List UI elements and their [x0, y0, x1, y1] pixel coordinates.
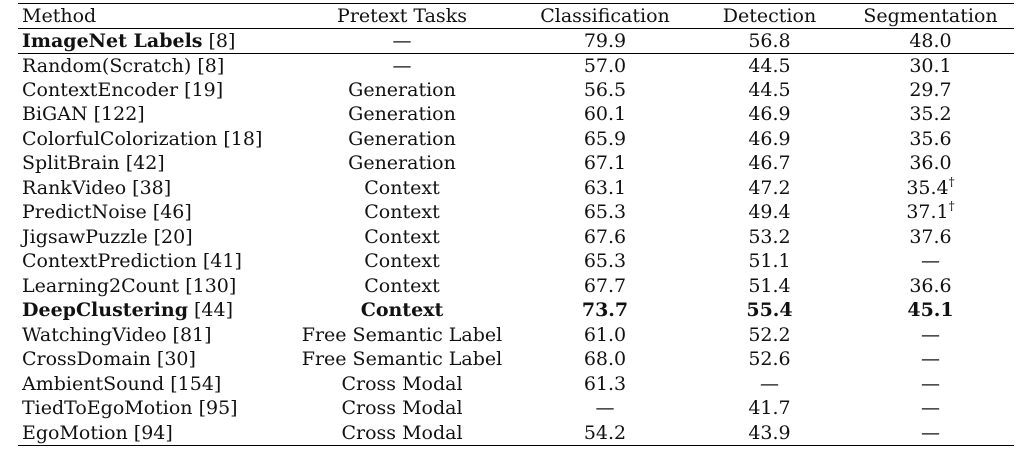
pretext-cell: Cross Modal [341, 372, 463, 395]
segmentation-cell [847, 396, 1014, 421]
method-cell [18, 102, 286, 127]
classification-cell: 73.7 [581, 299, 629, 322]
detection-cell: 44.5 [748, 78, 791, 101]
detection-cell: — [760, 372, 779, 395]
method-name: BiGAN [22, 103, 88, 126]
method-ref: [30] [150, 348, 196, 371]
header-pretext-tasks: Pretext Tasks [337, 5, 467, 27]
segmentation-value: — [921, 323, 940, 346]
pretext-cell: Context [364, 225, 440, 248]
classification-cell: — [595, 397, 615, 420]
results-table-container [18, 3, 1014, 446]
detection-cell: 46.7 [748, 152, 791, 175]
table-row [18, 151, 1014, 176]
segmentation-value: 29.7 [909, 78, 952, 101]
segmentation-mark: † [948, 199, 955, 214]
detection-cell: 53.2 [748, 225, 791, 248]
segmentation-cell [847, 347, 1014, 372]
table-row [18, 396, 1014, 421]
pretext-cell: — [392, 29, 412, 52]
segmentation-cell [847, 78, 1014, 103]
table-row [18, 127, 1014, 152]
results-table [18, 3, 1014, 446]
table-row [18, 176, 1014, 201]
method-ref: [95] [192, 397, 238, 420]
method-ref: [18] [217, 127, 263, 150]
table-row [18, 298, 1014, 323]
classification-cell: 54.2 [583, 421, 627, 444]
method-cell [18, 249, 286, 274]
method-cell [18, 396, 286, 421]
table-row [18, 372, 1014, 397]
segmentation-cell [847, 53, 1014, 78]
method-cell [18, 200, 286, 225]
segmentation-cell [847, 151, 1014, 176]
segmentation-value: — [921, 348, 940, 371]
segmentation-cell [847, 176, 1014, 201]
classification-cell: 61.3 [583, 372, 627, 395]
header-row [18, 4, 1014, 29]
classification-cell: 67.7 [583, 274, 627, 297]
method-ref: [44] [187, 299, 234, 322]
pretext-cell: Context [364, 201, 440, 224]
pretext-cell: Context [364, 274, 440, 297]
table-row [18, 78, 1014, 103]
pretext-cell: — [392, 54, 412, 77]
detection-cell: 49.4 [748, 201, 791, 224]
pretext-cell: Generation [348, 152, 456, 175]
method-cell [18, 78, 286, 103]
segmentation-cell [847, 29, 1014, 54]
table-header [18, 4, 1014, 29]
classification-cell: 60.1 [583, 103, 627, 126]
method-name: PredictNoise [22, 201, 147, 224]
segmentation-value: — [921, 421, 940, 444]
method-ref: [154] [164, 372, 222, 395]
pretext-cell: Cross Modal [341, 397, 463, 420]
method-cell [18, 323, 286, 348]
pretext-cell: Cross Modal [341, 421, 463, 444]
method-name: AmbientSound [22, 372, 165, 395]
method-name: TiedToEgoMotion [22, 397, 193, 420]
method-cell [18, 225, 286, 250]
segmentation-value: 35.2 [909, 103, 952, 126]
table-row [18, 421, 1014, 446]
method-ref: [94] [127, 421, 173, 444]
header-detection: Detection [722, 5, 817, 27]
table-row [18, 29, 1014, 54]
method-cell [18, 347, 286, 372]
segmentation-cell [847, 298, 1014, 323]
header-method: Method [22, 5, 97, 27]
method-ref: [81] [166, 323, 212, 346]
detection-cell: 47.2 [748, 176, 791, 199]
method-cell [18, 53, 286, 78]
method-ref: [20] [147, 225, 193, 248]
detection-cell: 51.1 [748, 250, 791, 273]
classification-cell: 79.9 [583, 29, 627, 52]
method-name: ImageNet Labels [22, 29, 203, 52]
method-name: DeepClustering [22, 299, 188, 322]
table-row [18, 200, 1014, 225]
segmentation-value: 48.0 [909, 29, 952, 52]
segmentation-cell [847, 274, 1014, 299]
method-name: SplitBrain [22, 152, 120, 175]
segmentation-cell [847, 225, 1014, 250]
method-name: RankVideo [22, 176, 127, 199]
method-ref: [19] [178, 78, 224, 101]
classification-cell: 67.1 [583, 152, 627, 175]
header-classification: Classification [540, 5, 670, 27]
table-body [18, 29, 1014, 446]
detection-cell: 46.9 [748, 103, 791, 126]
classification-cell: 65.3 [583, 250, 627, 273]
segmentation-cell [847, 323, 1014, 348]
segmentation-value: 36.0 [909, 152, 952, 175]
segmentation-cell [847, 102, 1014, 127]
method-ref: [130] [179, 274, 237, 297]
method-cell [18, 176, 286, 201]
method-ref: [8] [202, 29, 236, 52]
method-ref: [41] [196, 250, 242, 273]
detection-cell: 51.4 [748, 274, 791, 297]
detection-cell: 44.5 [748, 54, 791, 77]
method-name: CrossDomain [22, 348, 151, 371]
detection-cell: 43.9 [748, 421, 791, 444]
pretext-cell: Generation [348, 103, 456, 126]
method-name: ContextEncoder [22, 78, 179, 101]
detection-cell: 52.2 [748, 323, 791, 346]
header-segmentation: Segmentation [863, 5, 998, 27]
pretext-cell: Free Semantic Label [301, 323, 503, 346]
segmentation-value: 37.6 [909, 225, 952, 248]
segmentation-cell [847, 127, 1014, 152]
method-cell [18, 274, 286, 299]
method-name: WatchingVideo [22, 323, 167, 346]
method-cell [18, 151, 286, 176]
detection-cell: 52.6 [748, 348, 791, 371]
method-cell [18, 372, 286, 397]
segmentation-value: 35.6 [909, 127, 952, 150]
pretext-cell: Context [364, 176, 440, 199]
classification-cell: 65.9 [583, 127, 627, 150]
method-cell [18, 298, 286, 323]
method-name: Random(Scratch) [22, 54, 192, 77]
classification-cell: 68.0 [583, 348, 627, 371]
method-cell [18, 29, 286, 54]
segmentation-value: — [921, 250, 940, 273]
pretext-cell: Context [364, 250, 440, 273]
table-row [18, 249, 1014, 274]
segmentation-cell [847, 200, 1014, 225]
pretext-cell: Context [360, 299, 444, 322]
table-row [18, 53, 1014, 78]
segmentation-cell [847, 249, 1014, 274]
classification-cell: 56.5 [583, 78, 627, 101]
method-ref: [42] [119, 152, 165, 175]
segmentation-mark: † [948, 174, 955, 189]
method-name: Learning2Count [22, 274, 180, 297]
table-row [18, 347, 1014, 372]
detection-cell: 56.8 [748, 29, 791, 52]
classification-cell: 63.1 [583, 176, 627, 199]
pretext-cell: Generation [348, 78, 456, 101]
detection-cell: 41.7 [748, 397, 791, 420]
pretext-cell: Generation [348, 127, 456, 150]
segmentation-value: 35.4 [906, 176, 949, 199]
method-ref: [122] [87, 103, 145, 126]
detection-cell: 55.4 [746, 299, 793, 322]
table-row [18, 102, 1014, 127]
table-row [18, 225, 1014, 250]
method-name: ColorfulColorization [22, 127, 218, 150]
method-name: JigsawPuzzle [22, 225, 148, 248]
segmentation-cell [847, 421, 1014, 446]
table-row [18, 274, 1014, 299]
segmentation-value: — [921, 372, 940, 395]
segmentation-value: 30.1 [909, 54, 952, 77]
classification-cell: 67.6 [583, 225, 627, 248]
classification-cell: 61.0 [583, 323, 627, 346]
pretext-cell: Free Semantic Label [301, 348, 503, 371]
segmentation-cell [847, 372, 1014, 397]
method-name: EgoMotion [22, 421, 128, 444]
table-row [18, 323, 1014, 348]
method-name: ContextPrediction [22, 250, 197, 273]
method-ref: [38] [126, 176, 172, 199]
method-cell [18, 127, 286, 152]
method-ref: [8] [191, 54, 225, 77]
classification-cell: 65.3 [583, 201, 627, 224]
method-cell [18, 421, 286, 446]
segmentation-value: 37.1 [906, 201, 949, 224]
classification-cell: 57.0 [583, 54, 627, 77]
detection-cell: 46.9 [748, 127, 791, 150]
segmentation-value: 45.1 [907, 299, 954, 322]
segmentation-value: — [921, 397, 940, 420]
segmentation-value: 36.6 [909, 274, 952, 297]
method-ref: [46] [146, 201, 192, 224]
